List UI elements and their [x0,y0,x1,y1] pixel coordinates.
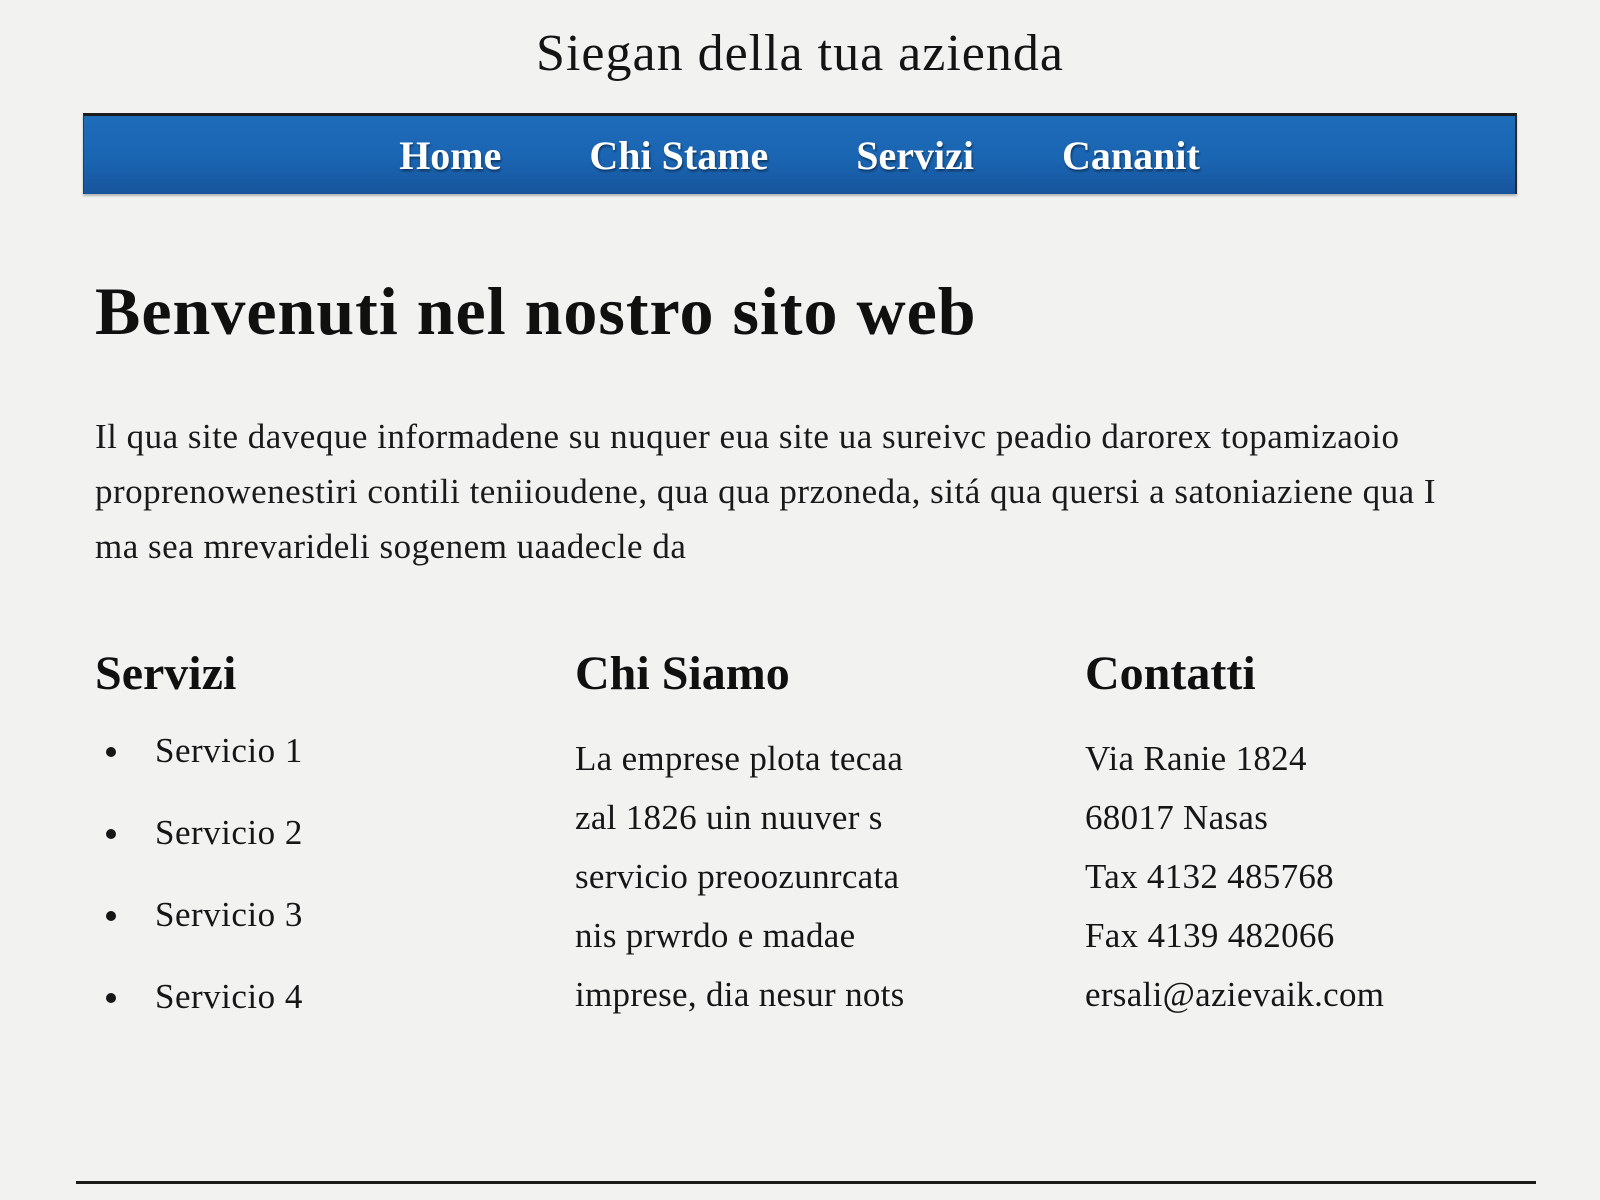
postal-line: 68017 Nasas [1085,798,1269,837]
nav-item-chi-siamo[interactable]: Chi Stame [589,132,769,178]
about-text-line: nis prwrdo e madae [575,916,856,955]
company-tagline: Siegan della tua azienda [536,25,1064,82]
about-heading: Chi Siamo [575,647,790,700]
three-column-section [95,646,1505,1059]
email-link[interactable]: ersali@azievaik.com [1085,975,1385,1014]
list-item: • Servicio 1 [133,731,575,771]
nav-item-servizi[interactable]: Servizi [856,132,974,178]
about-text-line: servicio preoozunrcata [575,857,900,896]
contacts-column [1085,646,1505,1059]
page-title: Benvenuti nel nostro sito web [95,273,977,349]
contacts-text [1085,729,1505,1024]
about-text-line: zal 1826 uin nuuver s [575,798,883,837]
address-line: Via Ranie 1824 [1085,739,1307,778]
main-content [0,272,1600,1059]
services-list [95,731,575,1017]
phone-line: Tax 4132 485768 [1085,857,1334,896]
main-navbar [83,113,1517,194]
nav-item-home[interactable]: Home [399,132,502,178]
about-column [575,646,1085,1059]
services-heading: Servizi [95,647,237,700]
contacts-heading: Contatti [1085,647,1256,700]
about-text-line: La emprese plota tecaa [575,739,904,778]
footer-divider [76,1181,1536,1184]
list-item: • Servicio 4 [133,977,575,1017]
about-text [575,729,1085,1024]
services-column [95,646,575,1059]
about-text-line: imprese, dia nesur nots [575,975,905,1014]
nav-item-contatti[interactable]: Cananit [1062,132,1200,178]
list-item: • Servicio 2 [133,813,575,853]
list-item: • Servicio 3 [133,895,575,935]
intro-paragraph: Il qua site daveque informadene su nuquer eua site ua sureivc peadio darorex topamizaoio proprenowenestiri contili teniioudene, qua qua przoneda, sitá qua quersi a satoniaziene qua I ma sea mrevarideli sogenem uaadecle da [95,417,1437,566]
fax-line: Fax 4139 482066 [1085,916,1335,955]
